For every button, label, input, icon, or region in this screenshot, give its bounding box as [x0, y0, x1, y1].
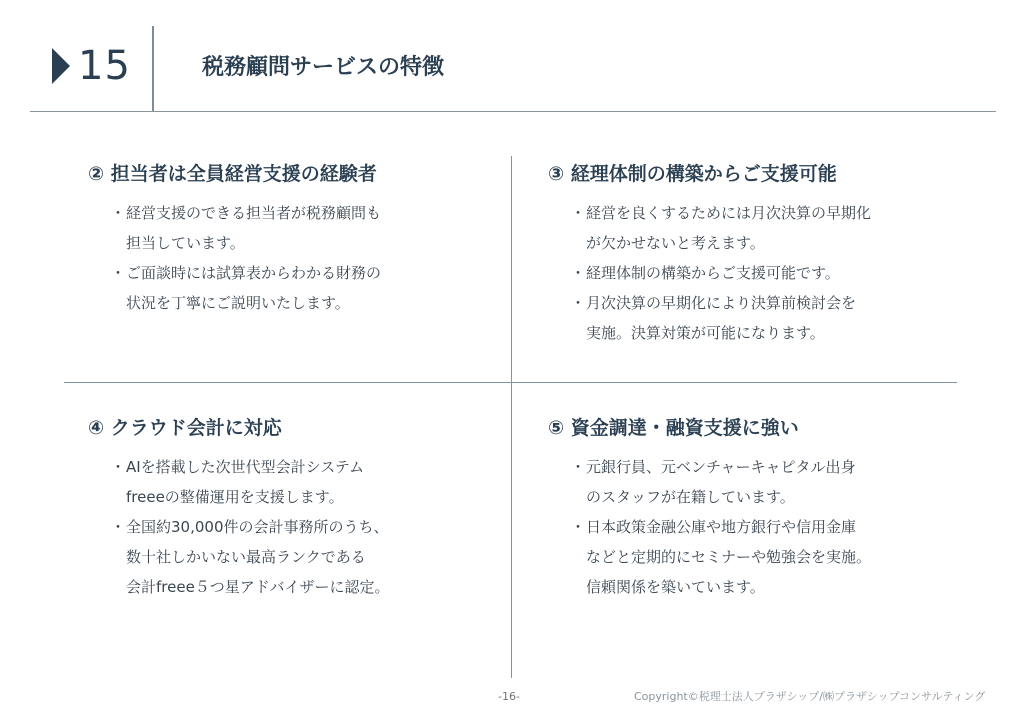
bullet-item — [570, 452, 871, 512]
bullet-list — [88, 452, 390, 602]
section-heading: ② 担当者は全員経営支援の経験者 — [88, 163, 377, 185]
play-arrow-icon — [52, 48, 70, 84]
bullet-line: などと定期的にセミナーや勉強会を実施。 — [586, 548, 872, 566]
bullet-line: ご面談時には試算表からわかる財務の — [126, 264, 382, 282]
bullet-line: 信頼関係を築いています。 — [586, 578, 765, 596]
bullet-line: 経営支援のできる担当者が税務顧問も — [126, 204, 382, 222]
bullet-item — [570, 258, 871, 288]
section-heading: ⑤ 資金調達・融資支援に強い — [548, 417, 799, 439]
bullet-line: 数十社しかいない最高ランクである — [126, 548, 366, 566]
grid-vertical-divider — [511, 156, 512, 678]
bullet-line: AIを搭載した次世代型会計システム — [126, 458, 365, 476]
bullet-mark: ・ — [570, 204, 586, 222]
bullet-line: 会計freee５つ星アドバイザーに認定。 — [126, 578, 390, 596]
bullet-text — [586, 258, 840, 288]
bullet-mark: ・ — [570, 518, 586, 536]
footer-copyright: Copyright©税理士法人プラザシップ/㈱プラザシップコンサルティング — [634, 690, 986, 703]
page-title: 税務顧問サービスの特徴 — [202, 55, 445, 80]
bullet-item — [110, 452, 390, 512]
bullet-item — [110, 512, 390, 602]
bullet-line: 日本政策金融公庫や地方銀行や信用金庫 — [586, 518, 857, 536]
bullet-item — [570, 198, 871, 258]
bullet-mark: ・ — [110, 264, 126, 282]
feature-section-cloud — [88, 414, 390, 602]
bullet-mark: ・ — [110, 518, 126, 536]
bullet-text — [586, 512, 871, 602]
bullet-item — [110, 258, 381, 318]
bullet-line: 担当しています。 — [126, 234, 245, 252]
bullet-text — [586, 198, 871, 258]
section-heading: ④ クラウド会計に対応 — [88, 417, 282, 439]
bullet-mark: ・ — [570, 264, 586, 282]
bullet-text — [126, 512, 390, 602]
section-heading: ③ 経理体制の構築からご支援可能 — [548, 163, 837, 185]
bullet-text — [126, 452, 364, 512]
header-rule — [30, 111, 996, 112]
header-divider — [152, 26, 154, 112]
grid-horizontal-divider — [64, 382, 957, 383]
bullet-line: のスタッフが在籍しています。 — [586, 488, 795, 506]
bullet-line: 状況を丁寧にご説明いたします。 — [126, 294, 350, 312]
bullet-text — [126, 258, 381, 318]
bullet-item — [110, 198, 381, 258]
bullet-line: 全国約30,000件の会計事務所のうち、 — [126, 518, 389, 536]
bullet-list — [88, 198, 381, 318]
page-header — [0, 0, 1024, 112]
bullet-line: 経理体制の構築からご支援可能です。 — [586, 264, 840, 282]
feature-section-finance — [548, 414, 871, 602]
bullet-mark: ・ — [110, 458, 126, 476]
bullet-list — [548, 452, 871, 602]
bullet-line: 経営を良くするためには月次決算の早期化 — [586, 204, 872, 222]
section-number: 15 — [78, 43, 131, 89]
bullet-text — [586, 288, 856, 348]
footer-page-number: -16- — [498, 690, 520, 703]
bullet-item — [570, 512, 871, 602]
bullet-list — [548, 198, 871, 348]
bullet-line: が欠かせないと考えます。 — [586, 234, 765, 252]
bullet-item — [570, 288, 871, 348]
bullet-line: 元銀行員、元ベンチャーキャピタル出身 — [586, 458, 856, 476]
bullet-mark: ・ — [570, 294, 586, 312]
bullet-line: 月次決算の早期化により決算前検討会を — [586, 294, 857, 312]
bullet-text — [126, 198, 381, 258]
feature-section-accounting — [548, 160, 871, 348]
feature-section-staff — [88, 160, 381, 318]
bullet-mark: ・ — [570, 458, 586, 476]
bullet-line: 実施。決算対策が可能になります。 — [586, 324, 825, 342]
bullet-line: freeeの整備運用を支援します。 — [126, 488, 344, 506]
bullet-text — [586, 452, 856, 512]
bullet-mark: ・ — [110, 204, 126, 222]
